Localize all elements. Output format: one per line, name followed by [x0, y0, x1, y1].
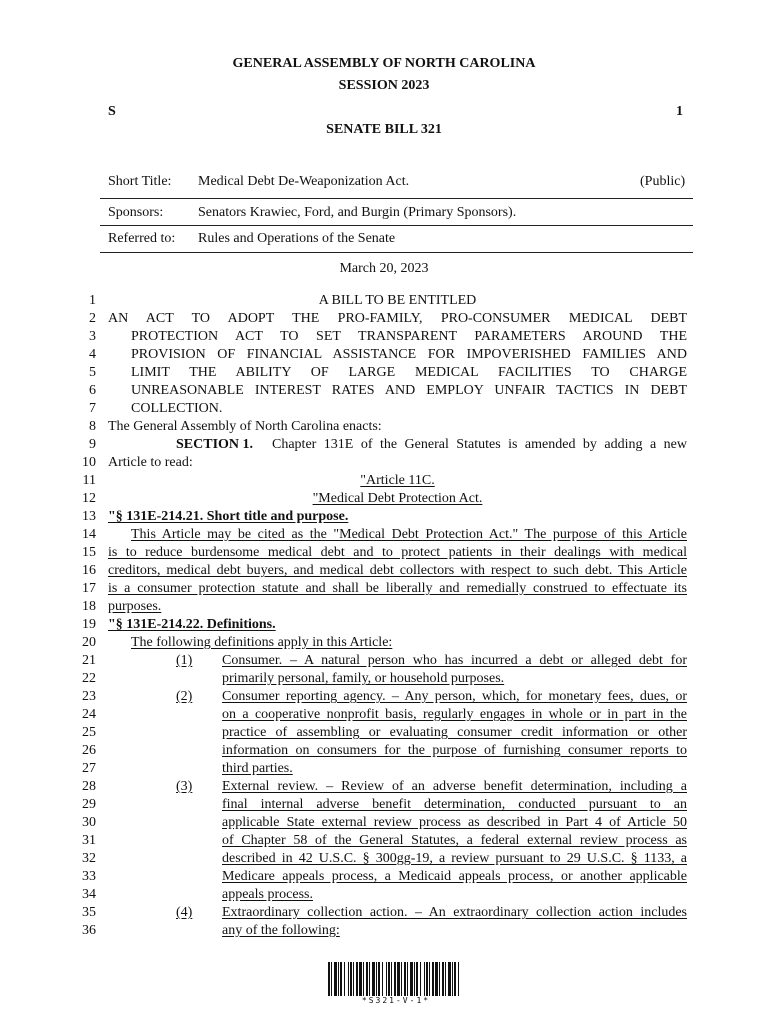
- filed-date: March 20, 2023: [339, 261, 429, 276]
- line-number: 30: [82, 815, 96, 830]
- chamber-letter: S: [108, 104, 116, 119]
- short-title-label: Short Title:: [108, 174, 172, 189]
- referred-to: Rules and Operations of the Senate: [198, 231, 396, 246]
- article-name: "Medical Debt Protection Act.: [312, 491, 483, 506]
- definition-text: appeals process.: [222, 887, 313, 902]
- definition-text: primarily personal, family, or household purposes.: [222, 671, 505, 686]
- line-number: 7: [89, 401, 96, 416]
- line-number: 34: [82, 887, 96, 902]
- act-title-line: AN ACT TO ADOPT THE PRO-FAMILY, PRO-CONSUMER MEDICAL DEBT: [108, 311, 687, 326]
- line-number: 26: [82, 743, 96, 758]
- session-heading: SESSION 2023: [338, 78, 430, 93]
- line-number: 17: [82, 581, 96, 596]
- short-title: Medical Debt De-Weaponization Act.: [198, 174, 410, 189]
- bill-heading: SENATE BILL 321: [326, 122, 442, 137]
- sponsors-label: Sponsors:: [108, 205, 164, 220]
- line-number: 11: [82, 473, 96, 488]
- divider: [100, 198, 693, 199]
- barcode-icon: [328, 962, 464, 996]
- statute-text: This Article may be cited as the "Medical Debt Protection Act." The purpose of this Article: [131, 527, 687, 542]
- section-text: Chapter 131E of the General Statutes is amended by adding a new: [272, 437, 687, 452]
- line-number: 13: [82, 509, 96, 524]
- definition-number: (2): [176, 689, 193, 704]
- line-number: 21: [82, 653, 96, 668]
- definition-number: (1): [176, 653, 193, 668]
- definition-text: final internal adverse benefit determination, conducted pursuant to an: [222, 797, 687, 812]
- line-number: 10: [82, 455, 96, 470]
- definition-text: Extraordinary collection action. – An extraordinary collection action includes: [222, 905, 687, 920]
- definition-text: third parties.: [222, 761, 293, 776]
- definition-text: External review. – Review of an adverse benefit determination, including a: [222, 779, 687, 794]
- definition-text: Consumer. – A natural person who has incurred a debt or alleged debt for: [222, 653, 687, 668]
- statute-text: The following definitions apply in this Article:: [131, 635, 393, 650]
- barcode-caption: *S321-V-1*: [361, 996, 431, 1005]
- act-title-line: PROVISION OF FINANCIAL ASSISTANCE FOR IMPOVERISHED FAMILIES AND: [131, 347, 687, 362]
- edition-number: 1: [676, 104, 683, 119]
- act-title-line: COLLECTION.: [131, 401, 223, 416]
- referred-label: Referred to:: [108, 231, 176, 246]
- line-number: 27: [82, 761, 96, 776]
- line-number: 19: [82, 617, 96, 632]
- statute-text: purposes.: [108, 599, 162, 614]
- line-number: 33: [82, 869, 96, 884]
- assembly-heading: GENERAL ASSEMBLY OF NORTH CAROLINA: [232, 56, 536, 71]
- line-number: 32: [82, 851, 96, 866]
- line-number: 22: [82, 671, 96, 686]
- definition-text: Consumer reporting agency. – Any person, which, for monetary fees, dues, or: [222, 689, 687, 704]
- bill-title: A BILL TO BE ENTITLED: [318, 293, 477, 308]
- line-number: 1: [89, 293, 96, 308]
- divider: [100, 225, 693, 226]
- sponsors: Senators Krawiec, Ford, and Burgin (Primary Sponsors).: [198, 205, 517, 220]
- line-number: 5: [89, 365, 96, 380]
- statute-text: is to reduce burdensome medical debt and to protect patients in their dealings with medical: [108, 545, 687, 560]
- definition-text: Medicare appeals process, a Medicaid appeals process, or another applicable: [222, 869, 687, 884]
- section-label: SECTION 1.: [176, 437, 254, 452]
- statute-text: is a consumer protection statute and shall be liberally and remedially construed to effectuate its: [108, 581, 687, 596]
- article-heading: "Article 11C.: [360, 473, 435, 488]
- definition-text: information on consumers for the purpose of furnishing consumer reports to: [222, 743, 687, 758]
- line-number: 35: [82, 905, 96, 920]
- enacting-clause: The General Assembly of North Carolina enacts:: [108, 419, 382, 434]
- line-number: 29: [82, 797, 96, 812]
- statute-text: creditors, medical debt buyers, and medical debt collectors with respect to such debt. This Article: [108, 563, 687, 578]
- public-tag: (Public): [640, 174, 686, 189]
- line-number: 2: [89, 311, 96, 326]
- line-number: 12: [82, 491, 96, 506]
- definition-text: practice of assembling or evaluating consumer credit information or other: [222, 725, 687, 740]
- divider: [100, 252, 693, 253]
- statute-heading: "§ 131E-214.22. Definitions.: [108, 617, 276, 632]
- line-number: 36: [82, 923, 96, 938]
- line-number: 15: [82, 545, 96, 560]
- line-number: 20: [82, 635, 96, 650]
- definition-text: applicable State external review process as described in Part 4 of Article 50: [222, 815, 687, 830]
- line-number: 8: [89, 419, 96, 434]
- definition-text: of Chapter 58 of the General Statutes, a federal external review process as: [222, 833, 687, 848]
- line-number: 24: [82, 707, 96, 722]
- line-number: 16: [82, 563, 96, 578]
- line-number: 23: [82, 689, 96, 704]
- line-number: 25: [82, 725, 96, 740]
- line-number: 3: [89, 329, 96, 344]
- definition-number: (3): [176, 779, 193, 794]
- act-title-line: UNREASONABLE INTEREST RATES AND EMPLOY UNFAIR TACTICS IN DEBT: [131, 383, 687, 398]
- definition-text: described in 42 U.S.C. § 300gg-19, a review pursuant to 29 U.S.C. § 1133, a: [222, 851, 687, 866]
- section-text: Article to read:: [108, 455, 193, 470]
- line-number: 6: [89, 383, 96, 398]
- statute-heading: "§ 131E-214.21. Short title and purpose.: [108, 509, 349, 524]
- act-title-line: PROTECTION ACT TO SET TRANSPARENT PARAMETERS AROUND THE: [131, 329, 687, 344]
- line-number: 18: [82, 599, 96, 614]
- line-number: 4: [89, 347, 96, 362]
- line-number: 28: [82, 779, 96, 794]
- line-number: 31: [82, 833, 96, 848]
- definition-text: any of the following:: [222, 923, 340, 938]
- act-title-line: LIMIT THE ABILITY OF LARGE MEDICAL FACILITIES TO CHARGE: [131, 365, 687, 380]
- line-number: 9: [89, 437, 96, 452]
- line-number: 14: [82, 527, 96, 542]
- definition-text: on a cooperative nonprofit basis, regularly engages in whole or in part in the: [222, 707, 687, 722]
- definition-number: (4): [176, 905, 193, 920]
